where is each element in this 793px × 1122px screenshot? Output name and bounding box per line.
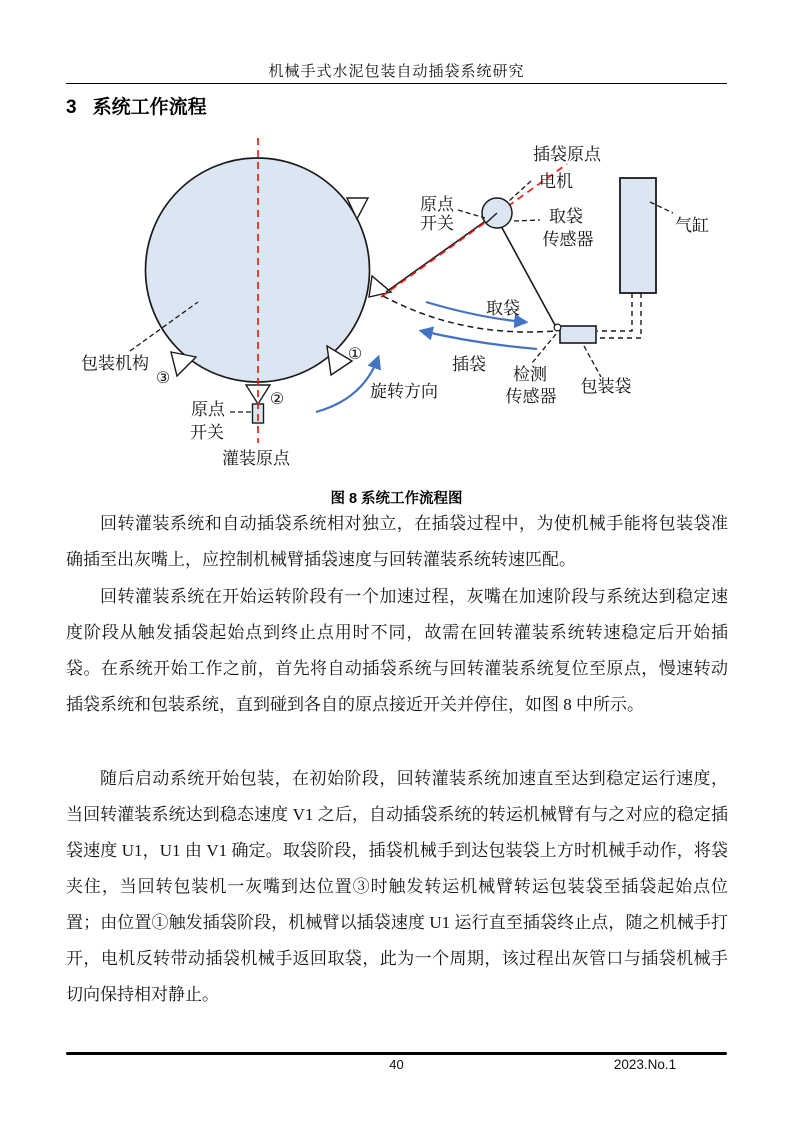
nozzle-triangle-right bbox=[369, 276, 391, 297]
cylinder-rail-dashed-1 bbox=[597, 293, 632, 331]
cylinder-rect bbox=[620, 178, 656, 293]
label-origin-switch-bottom-2: 开关 bbox=[190, 423, 224, 442]
running-header-title: 机械手式水泥包装自动插袋系统研究 bbox=[268, 64, 525, 80]
label-origin-switch-bottom-1: 原点 bbox=[191, 400, 225, 419]
label-insert-bag-arrow: 插袋 bbox=[452, 355, 486, 374]
bag-grip-point bbox=[554, 324, 561, 331]
marker-position-3: ③ bbox=[155, 370, 171, 387]
insert-bag-arrow bbox=[422, 331, 537, 349]
leader-package-bag bbox=[584, 346, 601, 377]
label-origin-switch-right-2: 开关 bbox=[420, 214, 454, 233]
system-workflow-diagram bbox=[60, 125, 740, 475]
marker-position-2: ② bbox=[269, 391, 285, 408]
section-number: 3 bbox=[66, 97, 77, 118]
section-heading bbox=[66, 92, 727, 119]
nozzle-triangle-pos3 bbox=[171, 352, 196, 376]
package-bag-rect bbox=[560, 326, 596, 343]
body-paragraph-1: 回转灌装系统和自动插袋系统相对独立，在插袋过程中，为使机械手能将包装袋准确插至出灰嘴上，应控制机械臂插袋速度与回转灌装系统转速匹配。 bbox=[66, 514, 728, 569]
label-filling-origin: 灌装原点 bbox=[222, 449, 290, 468]
leader-take-bag-sensor bbox=[514, 220, 540, 221]
leader-origin-switch-right bbox=[458, 210, 485, 218]
label-packaging-mechanism: 包装机构 bbox=[81, 354, 149, 373]
label-origin-switch-right-1: 原点 bbox=[420, 195, 454, 214]
label-rotation-direction: 旋转方向 bbox=[370, 382, 438, 401]
body-paragraph-2: 回转灌装系统在开始运转阶段有一个加速过程，灰嘴在加速阶段与系统达到稳定速度阶段从触发插袋起始点到终止点用时不同，故需在回转灌装系统转速稳定后开始插袋。在系统开始工作之前，首先将自动插袋系统与回转灌装系统复位至原点，慢速转动插袋系统和包装系统，直到碰到各自的原点接近开关并停住，如图 8 中所示。 bbox=[66, 587, 728, 714]
label-take-bag-arrow: 取袋 bbox=[486, 299, 520, 318]
body-paragraph-3: 随后启动系统开始包装，在初始阶段，回转灌装系统加速直至达到稳定运行速度，当回转灌装系统达到稳态速度 V1 之后，自动插袋系统的转运机械臂有与之对应的稳定插袋速度 U1，U1 由 V1 确定。取袋阶段，插袋机械手到达包装袋上方时机械手动作，将袋夹住，当回转包装机一灰嘴到达位置③时触发转运机械臂转运包装袋至插袋起始点位置；由位置①触发插袋阶段，机械臂以插袋速度 U1 运行直至插袋终止点，随之机械手打开，电机反转带动插袋机械手返回取袋，此为一个周期，该过程出灰管口与插袋机械手切向保持相对静止。 bbox=[66, 769, 728, 1004]
label-detect-sensor-2: 传感器 bbox=[505, 387, 557, 406]
label-take-bag-sensor-2: 传感器 bbox=[542, 230, 594, 249]
footer-rule bbox=[66, 1052, 727, 1055]
figure-caption: 图 8 系统工作流程图 bbox=[330, 491, 463, 507]
section-title: 系统工作流程 bbox=[92, 97, 207, 118]
marker-position-1: ① bbox=[347, 346, 363, 363]
page-number: 40 bbox=[389, 1057, 404, 1072]
label-motor: 电机 bbox=[539, 172, 573, 191]
label-package-bag: 包装袋 bbox=[580, 377, 632, 396]
issue-label: 2023.No.1 bbox=[613, 1057, 677, 1072]
label-cylinder: 气缸 bbox=[675, 216, 709, 235]
label-detect-sensor-1: 检测 bbox=[513, 365, 547, 384]
rotation-direction-arrow bbox=[316, 358, 378, 412]
label-take-bag-sensor-1: 取袋 bbox=[549, 207, 583, 226]
header-rule bbox=[66, 83, 727, 84]
label-bag-insert-origin: 插袋原点 bbox=[533, 145, 601, 164]
